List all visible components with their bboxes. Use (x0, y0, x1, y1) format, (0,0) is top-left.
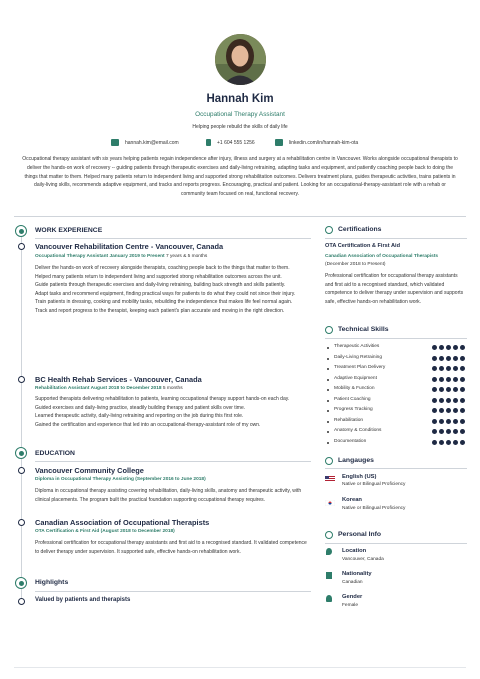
timeline-dot (18, 519, 25, 526)
korea-flag-icon (325, 500, 335, 506)
education-section-title: EDUCATION (35, 450, 75, 457)
skill-level (432, 387, 465, 392)
highlight-item: Valued by patients and therapists (35, 597, 131, 603)
skill-level-dot (446, 429, 451, 434)
timeline-dot (18, 376, 25, 383)
bullet-icon (327, 379, 329, 381)
certifications-header (325, 225, 467, 236)
location-pin-icon (326, 548, 332, 555)
languages-title: Langauges (338, 457, 374, 464)
skill-level-dot (460, 356, 465, 361)
bullet-icon (327, 421, 329, 423)
skill-row (327, 355, 467, 363)
skill-level-dot (460, 408, 465, 413)
bullet: Adapt tasks and recommend equipment, finding practical ways for patients to do what they could not since their injury. (35, 290, 296, 297)
language-name: Korean (342, 497, 362, 503)
skill-level-dot (439, 440, 444, 445)
skill-level (432, 377, 465, 382)
bullet: Gained the certification and experience that led into an occupational-therapy-assistant role of my own. (35, 421, 261, 428)
bullet: Train patients in dressing, cooking and mobility tasks, rebuilding the independence that makes life feel normal again. (35, 299, 293, 306)
briefcase-icon (15, 225, 27, 237)
bullet: Track and report progress to the therapist, keeping each patient's plan accurate and moving in the right direction. (35, 307, 285, 314)
skill-level-dot (460, 387, 465, 392)
bullet-icon (327, 400, 329, 402)
skill-level-dot (439, 345, 444, 350)
timeline-line (21, 229, 22, 600)
skill-name: Adaptive Equipment (334, 375, 377, 381)
skill-name: Patient Coaching (334, 396, 371, 402)
skill-level-dot (439, 419, 444, 424)
section-divider (325, 543, 467, 544)
bullet: Deliver the hands-on work of recovery alongside therapists, coaching people back to the things that matter to them. (35, 265, 290, 271)
skill-level-dot (453, 440, 458, 445)
section-divider (35, 591, 311, 592)
skill-name: Daily-Living Retraining (334, 354, 382, 360)
skill-level-dot (446, 419, 451, 424)
skill-row (327, 386, 467, 394)
section-divider (325, 468, 467, 469)
info-label: Gender (342, 594, 363, 600)
skill-level (432, 408, 465, 413)
section-divider (325, 238, 467, 239)
headline: Occupational Therapy Assistant (195, 111, 285, 118)
cert-name: OTA Certification & First Aid (325, 243, 400, 249)
candidate-name: Hannah Kim (206, 93, 274, 105)
skill-level-dot (439, 408, 444, 413)
languages-header (325, 456, 467, 467)
tagline: Helping people rebuild the skills of daily life (192, 124, 288, 130)
skill-level-dot (453, 408, 458, 413)
skill-level-dot (446, 356, 451, 361)
job-title: BC Health Rehab Services - Vancouver, Canada (35, 375, 202, 384)
skill-level (432, 440, 465, 445)
linkedin-text: linkedin.com/in/hannah-kim-ota (289, 139, 359, 146)
flag-icon (326, 572, 332, 579)
skill-level-dot (460, 345, 465, 350)
skill-level-dot (446, 366, 451, 371)
personal-title: Personal Info (338, 531, 382, 538)
skill-level (432, 366, 465, 371)
skill-level-dot (432, 356, 437, 361)
bullet: Guide patients through therapeutic exercises and daily-living retraining, building back strength and skills patiently. (35, 282, 286, 289)
skill-level-dot (460, 419, 465, 424)
bullet-icon (327, 347, 329, 349)
timeline-dot (18, 243, 25, 250)
skill-name: Progress Tracking (334, 407, 373, 412)
section-divider (325, 338, 467, 339)
language-level: Native or Bilingual Proficiency (342, 506, 406, 511)
section-divider (35, 238, 311, 239)
education-sub: OTA Certification & First Aid (August 2018 to December 2018) (35, 529, 175, 534)
skill-row (327, 376, 467, 384)
section-divider (35, 461, 311, 462)
language-level: Native or Bilingual Proficiency (342, 482, 406, 487)
skill-level-dot (460, 377, 465, 382)
email-text: hannah.kim@email.com (125, 139, 179, 146)
skill-level-dot (453, 398, 458, 403)
info-value: Female (342, 603, 358, 608)
skill-name: Rehabilitation (334, 417, 364, 423)
tools-icon (325, 326, 333, 334)
skill-level-dot (460, 440, 465, 445)
summary: Occupational therapy assistant with six years helping patients regain independence after injury, illness and surgery at a rehabilitation centre in Vancouver. Works alongside occupational therapists to deliver the hands-on work of recovery -- guiding patients through therapeutic exercises and daily-living retraining, adapting tasks and equipment, and patiently coaching people back to doing the things that matter to them. Helped many patients return to independent living and supported strong rehabilitation outcomes. Delivers treatment plans, guides therapeutic activities, trains patients in daily-living skills, recommends adaptive equipment, and tracks and reports progress. Encouraging, practical and patient. Looking for an occupational-therapy-assistant role with a rehab or community team focused on real, functional recovery. (22, 156, 458, 198)
skill-level-dot (460, 366, 465, 371)
skill-level-dot (439, 429, 444, 434)
bullet-icon (327, 389, 329, 391)
skill-row (327, 365, 467, 373)
skill-level (432, 345, 465, 350)
job-duration: 7 years & 5 months (166, 254, 208, 259)
skill-level-dot (439, 366, 444, 371)
email-contact[interactable] (111, 139, 179, 146)
footer-divider (14, 667, 466, 668)
language-name: English (US) (342, 474, 377, 480)
globe-icon (325, 457, 333, 465)
skill-level-dot (453, 387, 458, 392)
graduation-cap-icon (15, 447, 27, 459)
skill-level-dot (432, 366, 437, 371)
profile-photo (215, 34, 266, 85)
job-bullets (35, 395, 311, 429)
bullet: Helped many patients return to independent living and supported strong rehabilitation outcomes across the unit. (35, 273, 282, 280)
skill-level-dot (446, 440, 451, 445)
person-icon (326, 595, 332, 602)
skill-row (327, 407, 467, 415)
id-card-icon (325, 531, 333, 539)
job-role (35, 386, 183, 391)
skill-level-dot (432, 440, 437, 445)
skill-level-dot (460, 398, 465, 403)
work-section-title: WORK EXPERIENCE (35, 227, 103, 234)
skill-level-dot (432, 408, 437, 413)
skill-row (327, 428, 467, 436)
skill-level-dot (453, 345, 458, 350)
skill-level-dot (453, 366, 458, 371)
bullet: Learned therapeutic activity, daily-living retraining and reporting on the job during this first role. (35, 413, 244, 420)
skill-name: Therapeutic Activities (334, 344, 380, 349)
bullet: Supported therapists delivering rehabilitation to patients, learning occupational therapy support hands-on each day. (35, 396, 290, 402)
job-title: Vancouver Rehabilitation Centre - Vancouver, Canada (35, 242, 224, 251)
info-label: Location (342, 548, 367, 554)
timeline-dot (18, 467, 25, 474)
bullet-icon (327, 358, 329, 360)
skill-level-dot (432, 419, 437, 424)
skill-row (327, 397, 467, 405)
skill-level-dot (439, 356, 444, 361)
bullet: Guided exercises and daily-living practice, steadily building therapy and patient skills over time. (35, 404, 246, 411)
job-role-text: Rehabilitation Assistant August 2018 to December 2018 (35, 386, 162, 391)
skill-level (432, 356, 465, 361)
timeline-dot (18, 598, 25, 605)
skill-level-dot (460, 429, 465, 434)
skill-name: Anatomy & Conditions (334, 428, 382, 433)
skill-level-dot (432, 345, 437, 350)
contact-bar (0, 139, 480, 149)
education-title: Vancouver Community College (35, 466, 144, 475)
skill-level-dot (439, 398, 444, 403)
skills-title: Technical Skills (338, 326, 389, 333)
bullet-icon (327, 442, 329, 444)
education-desc: Professional certification for occupational therapy assistants and first aid to a recognised standard. It validated competence to deliver therapy under supervision. It supported safe, effective hands-on rehabilitation work. (35, 540, 307, 555)
cert-date: (December 2018 to Present) (325, 262, 386, 267)
job-duration: 5 months (162, 386, 183, 391)
bullet-icon (327, 368, 329, 370)
skill-level (432, 398, 465, 403)
linkedin-icon (275, 139, 283, 146)
skill-level-dot (446, 387, 451, 392)
skill-level-dot (439, 377, 444, 382)
profile-photo-image (215, 34, 266, 85)
education-desc: Diploma in occupational therapy assisting covering rehabilitation, daily-living skills, anatomy and therapeutic activity, with clinical placements. The program built the practical foundation supporting occupational therapy requires. (35, 488, 302, 503)
skill-level-dot (453, 377, 458, 382)
skill-row (327, 439, 467, 447)
divider (14, 216, 466, 217)
mail-icon (111, 139, 119, 146)
phone-text: +1 604 555 1256 (217, 139, 255, 146)
skill-level-dot (446, 408, 451, 413)
skill-name: Treatment Plan Delivery (334, 365, 386, 370)
skill-level-dot (446, 345, 451, 350)
star-icon (15, 577, 27, 589)
skill-level-dot (453, 356, 458, 361)
personal-header (325, 530, 467, 541)
bullet-icon (327, 410, 329, 412)
info-value: Vancouver, Canada (342, 557, 384, 562)
info-label: Nationality (342, 571, 372, 577)
skill-level-dot (432, 387, 437, 392)
phone-contact[interactable] (206, 139, 255, 146)
skill-level-dot (439, 387, 444, 392)
job-role (35, 254, 207, 259)
skill-level-dot (432, 429, 437, 434)
skill-level (432, 419, 465, 424)
skill-level-dot (432, 398, 437, 403)
skill-level-dot (432, 377, 437, 382)
cert-issuer: Canadian Association of Occupational Therapists (325, 254, 439, 259)
education-sub: Diploma in Occupational Therapy Assisting (September 2016 to June 2018) (35, 477, 206, 482)
skill-row (327, 418, 467, 426)
certifications-title: Certifications (338, 226, 382, 233)
info-value: Canadian (342, 580, 363, 585)
linkedin-contact[interactable] (275, 139, 358, 146)
skill-row (327, 344, 467, 352)
phone-icon (206, 139, 211, 146)
skill-level-dot (453, 429, 458, 434)
job-bullets (35, 264, 311, 316)
skill-level-dot (446, 377, 451, 382)
skill-level (432, 429, 465, 434)
bullet-icon (327, 431, 329, 433)
skill-name: Mobility & Function (334, 386, 375, 391)
cert-desc: Professional certification for occupational therapy assistants and first aid to a recognised standard, which validated competence to deliver therapy under supervision and supports safe, effective hands-on rehabilitation work. (325, 273, 464, 305)
skill-name: Documentation (334, 438, 367, 444)
job-role-text: Occupational Therapy Assistant January 2019 to Present (35, 254, 165, 259)
highlights-section-title: Highlights (35, 579, 69, 586)
skills-header (325, 325, 467, 336)
certificate-icon (325, 226, 333, 234)
skill-level-dot (446, 398, 451, 403)
us-flag-icon (325, 476, 335, 482)
skill-level-dot (453, 419, 458, 424)
education-title: Canadian Association of Occupational Therapists (35, 518, 210, 527)
